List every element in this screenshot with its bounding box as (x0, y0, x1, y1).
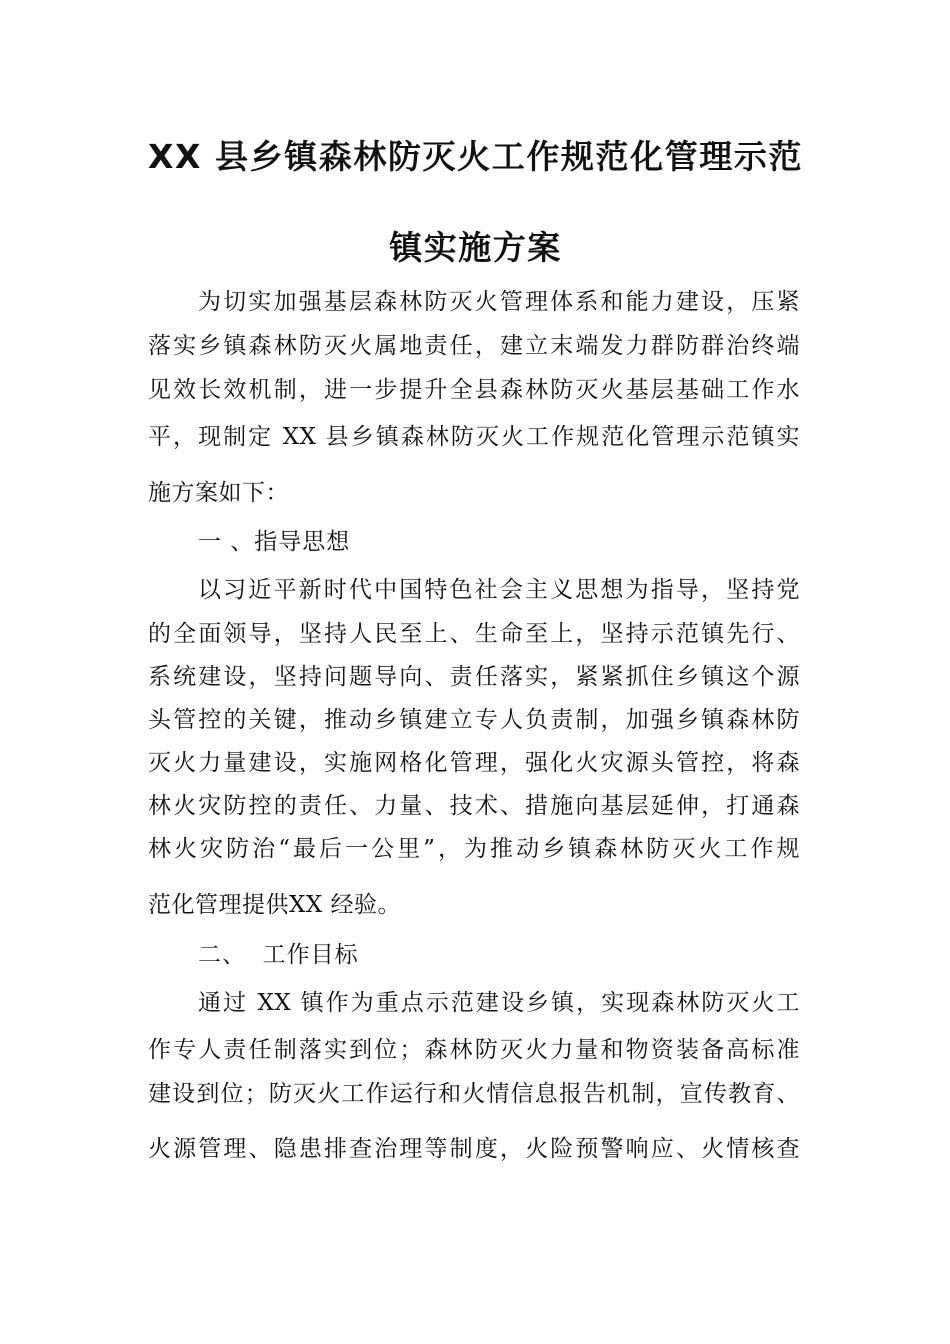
section2-paragraph-line: 火源管理、隐患排查治理等制度，火险预警响应、火情核查 (148, 1136, 800, 1162)
section1-paragraph-line: 范化管理提供XX 经验。 (148, 892, 402, 918)
section-heading-work-goals: 二、 工作目标 (198, 942, 359, 968)
section1-paragraph-line: 以习近平新时代中国特色社会主义思想为指导，坚持党 (198, 577, 800, 603)
section1-paragraph-line: 头管控的关键，推动乡镇建立专人负责制，加强乡镇森林防 (148, 707, 800, 733)
document-title-line-1: XX 县乡镇森林防灭火工作规范化管理示范 (148, 137, 803, 176)
section1-paragraph-line: 灭火力量建设，实施网格化管理，强化火灾源头管控，将森 (148, 750, 800, 776)
section1-paragraph-line: 的全面领导，坚持人民至上、生命至上，坚持示范镇先行、 (148, 621, 800, 647)
intro-paragraph-line: 见效长效机制，进一步提升全县森林防灭火基层基础工作水 (148, 377, 800, 403)
intro-paragraph-line: 落实乡镇森林防灭火属地责任，建立末端发力群防群治终端 (148, 333, 800, 359)
section1-paragraph-line: 系统建设，坚持问题导向、责任落实，紧紧抓住乡镇这个源 (148, 664, 800, 690)
intro-paragraph-line: 为切实加强基层森林防灭火管理体系和能力建设，压紧 (198, 289, 800, 315)
document-title-line-2: 镇实施方案 (389, 228, 562, 267)
section-heading-guiding-ideology: 一 、指导思想 (198, 529, 351, 555)
section2-paragraph-line: 作专人责任制落实到位；森林防灭火力量和物资装备高标准 (148, 1037, 800, 1063)
section1-paragraph-line: 林火灾防治“最后一公里”，为推动乡镇森林防灭火工作规 (148, 836, 800, 862)
section2-paragraph-line: 通过 XX 镇作为重点示范建设乡镇，实现森林防灭火工 (198, 990, 800, 1016)
section1-paragraph-line: 林火灾防控的责任、力量、技术、措施向基层延伸，打通森 (148, 793, 800, 819)
intro-paragraph-line: 平，现制定 XX 县乡镇森林防灭火工作规范化管理示范镇实 (148, 424, 800, 450)
intro-paragraph-line: 施方案如下： (148, 480, 289, 506)
section2-paragraph-line: 建设到位；防灭火工作运行和火情信息报告机制，宣传教育、 (148, 1081, 800, 1107)
